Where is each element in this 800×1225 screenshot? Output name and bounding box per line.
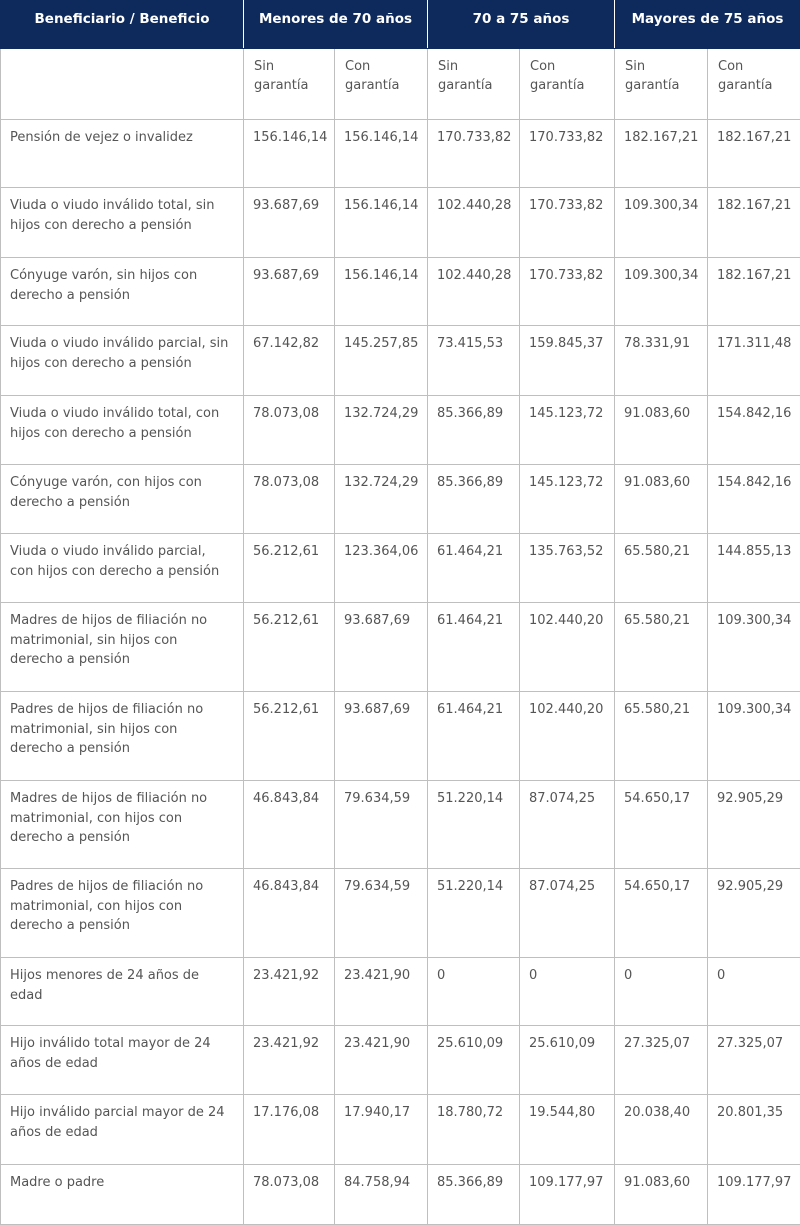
value-cell: 132.724,29 [335, 396, 428, 465]
value-cell: 170.733,82 [428, 120, 520, 188]
value-cell: 0 [708, 958, 800, 1026]
value-cell: 19.544,80 [520, 1095, 615, 1165]
value-cell: 182.167,21 [708, 120, 800, 188]
value-cell: 182.167,21 [708, 258, 800, 326]
row-label: Hijo inválido parcial mayor de 24 años de edad [1, 1095, 244, 1165]
row-label: Cónyuge varón, con hijos con derecho a pensión [1, 465, 244, 534]
table-row [1, 869, 800, 958]
value-cell: 56.212,61 [244, 534, 335, 603]
row-label: Padres de hijos de filiación no matrimonial, con hijos con derecho a pensión [1, 869, 244, 958]
value-cell: 25.610,09 [428, 1026, 520, 1095]
value-cell: 92.905,29 [708, 781, 800, 869]
header-mayores-75: Mayores de 75 años [615, 1, 800, 49]
table-row [1, 258, 800, 326]
value-cell: 23.421,90 [335, 958, 428, 1026]
value-cell: 102.440,28 [428, 188, 520, 258]
value-cell: 61.464,21 [428, 603, 520, 692]
row-label: Hijos menores de 24 años de edad [1, 958, 244, 1026]
subheader-cell: Con garantía [520, 49, 615, 120]
value-cell: 102.440,28 [428, 258, 520, 326]
table-row [1, 188, 800, 258]
table-row [1, 1095, 800, 1165]
header-row [1, 1, 800, 49]
value-cell: 109.300,34 [708, 692, 800, 781]
value-cell: 61.464,21 [428, 534, 520, 603]
value-cell: 87.074,25 [520, 781, 615, 869]
table-row [1, 781, 800, 869]
value-cell: 78.331,91 [615, 326, 708, 396]
value-cell: 84.758,94 [335, 1165, 428, 1225]
value-cell: 93.687,69 [335, 692, 428, 781]
row-label: Viuda o viudo inválido total, con hijos con derecho a pensión [1, 396, 244, 465]
value-cell: 25.610,09 [520, 1026, 615, 1095]
table-row [1, 603, 800, 692]
value-cell: 0 [520, 958, 615, 1026]
value-cell: 144.855,13 [708, 534, 800, 603]
value-cell: 91.083,60 [615, 396, 708, 465]
value-cell: 154.842,16 [708, 396, 800, 465]
value-cell: 54.650,17 [615, 781, 708, 869]
value-cell: 51.220,14 [428, 869, 520, 958]
subheader-cell: Con garantía [708, 49, 800, 120]
value-cell: 46.843,84 [244, 781, 335, 869]
value-cell: 73.415,53 [428, 326, 520, 396]
value-cell: 23.421,90 [335, 1026, 428, 1095]
value-cell: 171.311,48 [708, 326, 800, 396]
value-cell: 51.220,14 [428, 781, 520, 869]
row-label: Madres de hijos de filiación no matrimonial, sin hijos con derecho a pensión [1, 603, 244, 692]
value-cell: 154.842,16 [708, 465, 800, 534]
value-cell: 85.366,89 [428, 1165, 520, 1225]
value-cell: 85.366,89 [428, 396, 520, 465]
value-cell: 0 [615, 958, 708, 1026]
value-cell: 156.146,14 [335, 188, 428, 258]
value-cell: 61.464,21 [428, 692, 520, 781]
value-cell: 65.580,21 [615, 603, 708, 692]
value-cell: 93.687,69 [244, 258, 335, 326]
subheader-cell: Sin garantía [428, 49, 520, 120]
value-cell: 79.634,59 [335, 781, 428, 869]
value-cell: 20.038,40 [615, 1095, 708, 1165]
value-cell: 87.074,25 [520, 869, 615, 958]
value-cell: 27.325,07 [708, 1026, 800, 1095]
value-cell: 93.687,69 [335, 603, 428, 692]
header-menores-70: Menores de 70 años [244, 1, 428, 49]
subheader-empty [1, 49, 244, 120]
row-label: Cónyuge varón, sin hijos con derecho a pensión [1, 258, 244, 326]
value-cell: 67.142,82 [244, 326, 335, 396]
value-cell: 132.724,29 [335, 465, 428, 534]
value-cell: 159.845,37 [520, 326, 615, 396]
value-cell: 145.123,72 [520, 465, 615, 534]
row-label: Viuda o viudo inválido parcial, con hijos con derecho a pensión [1, 534, 244, 603]
value-cell: 20.801,35 [708, 1095, 800, 1165]
table-row [1, 396, 800, 465]
value-cell: 23.421,92 [244, 1026, 335, 1095]
value-cell: 0 [428, 958, 520, 1026]
value-cell: 65.580,21 [615, 692, 708, 781]
row-label: Hijo inválido total mayor de 24 años de edad [1, 1026, 244, 1095]
table-row [1, 692, 800, 781]
value-cell: 56.212,61 [244, 692, 335, 781]
value-cell: 182.167,21 [615, 120, 708, 188]
value-cell: 79.634,59 [335, 869, 428, 958]
row-label: Viuda o viudo inválido total, sin hijos con derecho a pensión [1, 188, 244, 258]
table-row [1, 534, 800, 603]
value-cell: 123.364,06 [335, 534, 428, 603]
value-cell: 109.177,97 [708, 1165, 800, 1225]
value-cell: 109.300,34 [615, 258, 708, 326]
value-cell: 54.650,17 [615, 869, 708, 958]
value-cell: 182.167,21 [708, 188, 800, 258]
value-cell: 17.940,17 [335, 1095, 428, 1165]
row-label: Madre o padre [1, 1165, 244, 1225]
subheader-cell: Con garantía [335, 49, 428, 120]
value-cell: 102.440,20 [520, 603, 615, 692]
value-cell: 78.073,08 [244, 465, 335, 534]
value-cell: 27.325,07 [615, 1026, 708, 1095]
value-cell: 109.300,34 [708, 603, 800, 692]
value-cell: 156.146,14 [335, 120, 428, 188]
value-cell: 46.843,84 [244, 869, 335, 958]
value-cell: 92.905,29 [708, 869, 800, 958]
value-cell: 91.083,60 [615, 465, 708, 534]
value-cell: 18.780,72 [428, 1095, 520, 1165]
value-cell: 145.123,72 [520, 396, 615, 465]
value-cell: 145.257,85 [335, 326, 428, 396]
subheader-cell: Sin garantía [615, 49, 708, 120]
header-70-a-75: 70 a 75 años [428, 1, 615, 49]
value-cell: 93.687,69 [244, 188, 335, 258]
value-cell: 156.146,14 [335, 258, 428, 326]
table-row [1, 120, 800, 188]
value-cell: 85.366,89 [428, 465, 520, 534]
table-row [1, 958, 800, 1026]
value-cell: 135.763,52 [520, 534, 615, 603]
value-cell: 156.146,14 [244, 120, 335, 188]
value-cell: 170.733,82 [520, 120, 615, 188]
row-label: Pensión de vejez o invalidez [1, 120, 244, 188]
value-cell: 170.733,82 [520, 258, 615, 326]
value-cell: 56.212,61 [244, 603, 335, 692]
header-beneficiario: Beneficiario / Beneficio [1, 1, 244, 49]
table-row [1, 465, 800, 534]
table-row [1, 326, 800, 396]
subheader-cell: Sin garantía [244, 49, 335, 120]
row-label: Madres de hijos de filiación no matrimonial, con hijos con derecho a pensión [1, 781, 244, 869]
value-cell: 78.073,08 [244, 1165, 335, 1225]
row-label: Padres de hijos de filiación no matrimonial, sin hijos con derecho a pensión [1, 692, 244, 781]
value-cell: 17.176,08 [244, 1095, 335, 1165]
row-label: Viuda o viudo inválido parcial, sin hijos con derecho a pensión [1, 326, 244, 396]
value-cell: 109.177,97 [520, 1165, 615, 1225]
table-row [1, 1165, 800, 1225]
table-row [1, 1026, 800, 1095]
value-cell: 170.733,82 [520, 188, 615, 258]
value-cell: 23.421,92 [244, 958, 335, 1026]
value-cell: 102.440,20 [520, 692, 615, 781]
value-cell: 109.300,34 [615, 188, 708, 258]
value-cell: 65.580,21 [615, 534, 708, 603]
value-cell: 78.073,08 [244, 396, 335, 465]
subheader-row [1, 49, 800, 120]
value-cell: 91.083,60 [615, 1165, 708, 1225]
